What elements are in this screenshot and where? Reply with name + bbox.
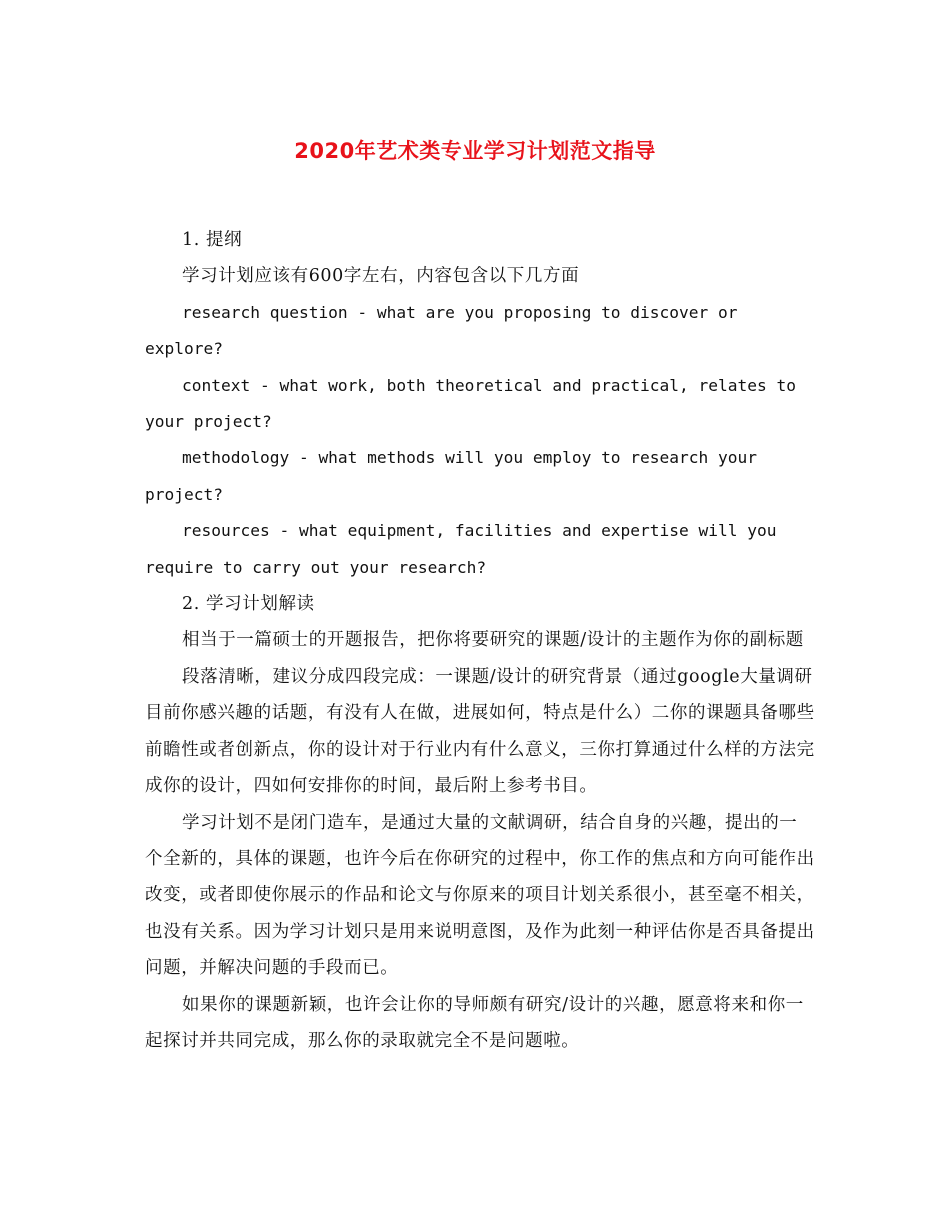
paragraph-research-question: research question - what are you proposing to discover or explore? (145, 302, 738, 359)
paragraph: 相当于一篇硕士的开题报告，把你将要研究的课题/设计的主题作为你的副标题 (182, 630, 804, 651)
paragraph: 学习计划应该有600字左右，内容包含以下几方面 (182, 266, 580, 287)
document-body (145, 222, 815, 1059)
section-heading-outline: 1. 提纲 (182, 230, 243, 250)
paragraph: 段落清晰，建议分成四段完成：一课题/设计的研究背景（通过google大量调研目前你感兴趣的话题，有没有人在做，进展如何，特点是什么）二你的课题具备哪些前瞻性或者创新点，你的设计对于行业内有什么意义，三你打算通过什么样的方法完成你的设计，四如何安排你的时间，最后附上参考书目。 (145, 666, 815, 797)
paragraph: 如果你的课题新颖，也许会让你的导师颇有研究/设计的兴趣，愿意将来和你一起探讨并共同完成，那么你的录取就完全不是问题啦。 (145, 994, 804, 1051)
paragraph-context: context - what work, both theoretical and practical, relates to your project? (145, 375, 796, 432)
section-heading-interpretation: 2. 学习计划解读 (182, 594, 315, 615)
document-title: 2020年艺术类专业学习计划范文指导 (294, 139, 656, 163)
paragraph-resources: resources - what equipment, facilities and expertise will you require to carry out your research? (145, 521, 777, 577)
paragraph: 学习计划不是闭门造车，是通过大量的文献调研，结合自身的兴趣，提出的一个全新的，具体的课题，也许今后在你研究的过程中，你工作的焦点和方向可能作出改变，或者即使你展示的作品和论文与你原来的项目计划关系很小，甚至毫不相关，也没有关系。因为学习计划只是用来说明意图，及作为此刻一种评估你是否具备提出问题，并解决问题的手段而已。 (145, 812, 815, 979)
paragraph-methodology: methodology - what methods will you employ to research your project? (145, 448, 757, 504)
